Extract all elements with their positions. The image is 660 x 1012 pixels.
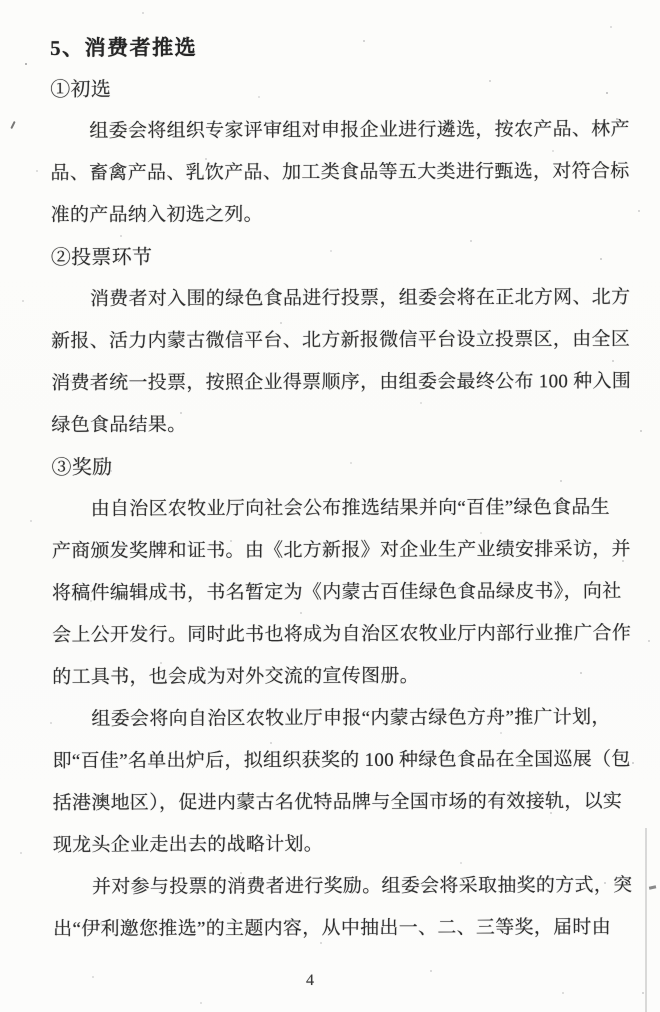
scan-noise	[0, 0, 2, 2]
scan-edge-tick	[649, 885, 656, 889]
text-line: 会上公开发行。同时此书也将成为自治区农牧业厅内部行业推广合作	[52, 622, 632, 646]
text-line: 消费者对入围的绿色食品进行投票，组委会将在正北方网、北方	[89, 286, 631, 310]
page-number: 4	[306, 972, 314, 989]
text-line: 现龙头企业走出去的战略计划。	[52, 834, 324, 856]
text-line: 绿色食品结果。	[51, 414, 187, 436]
text-line: 消费者统一投票，按照企业得票顺序，由组委会最终公布 100 种入围	[51, 370, 632, 394]
text-line: 将稿件编辑成书，书名暂定为《内蒙古百佳绿色食品绿皮书》，向社	[51, 581, 622, 604]
text-line: 出“伊利邀您推选”的主题内容，从中抽出一、二、三等奖，届时由	[53, 917, 612, 940]
text-line: 新报、活力内蒙古微信平台、北方新报微信平台设立投票区，由全区	[51, 328, 631, 352]
text-line: 准的产品纳入初选之列。	[50, 204, 264, 226]
document-heading: 5、消费者推选	[50, 35, 198, 60]
text-line: 组委会将向自治区农牧业厅申报“内蒙古绿色方舟”推广计划，	[91, 707, 611, 730]
text-line: 品、畜禽产品、乳饮产品、加工类食品等五大类进行甄选，对符合标	[50, 160, 630, 184]
text-line: 即“百佳”名单出炉后，拟组织获奖的 100 种绿色食品在全国巡展（包	[52, 748, 631, 772]
text-line: 并对参与投票的消费者进行奖励。组委会将采取抽奖的方式，突	[91, 874, 633, 898]
text-line: 由自治区农牧业厅向社会公布推选结果并向“百佳”绿色食品生	[90, 497, 610, 520]
text-line: 的工具书，也会成为对外交流的宣传图册。	[52, 665, 420, 688]
scan-edge-line	[645, 828, 647, 1012]
text-line: 组委会将组织专家评审组对申报企业进行遴选，按农产品、林产	[89, 118, 630, 142]
subsection-label-rewards: ③奖励	[51, 456, 113, 479]
text-line: 产商颁发奖牌和证书。由《北方新报》对企业生产业绩安排采访，并	[51, 538, 631, 562]
subsection-label-voting: ②投票环节	[50, 246, 153, 269]
text-line: 括港澳地区），促进内蒙古名优特品牌与全国市场的有效接轨，以实	[52, 791, 623, 814]
subsection-label-initial-selection: ①初选	[50, 78, 112, 101]
scan-margin-mark	[10, 121, 15, 129]
document-body	[50, 25, 633, 951]
